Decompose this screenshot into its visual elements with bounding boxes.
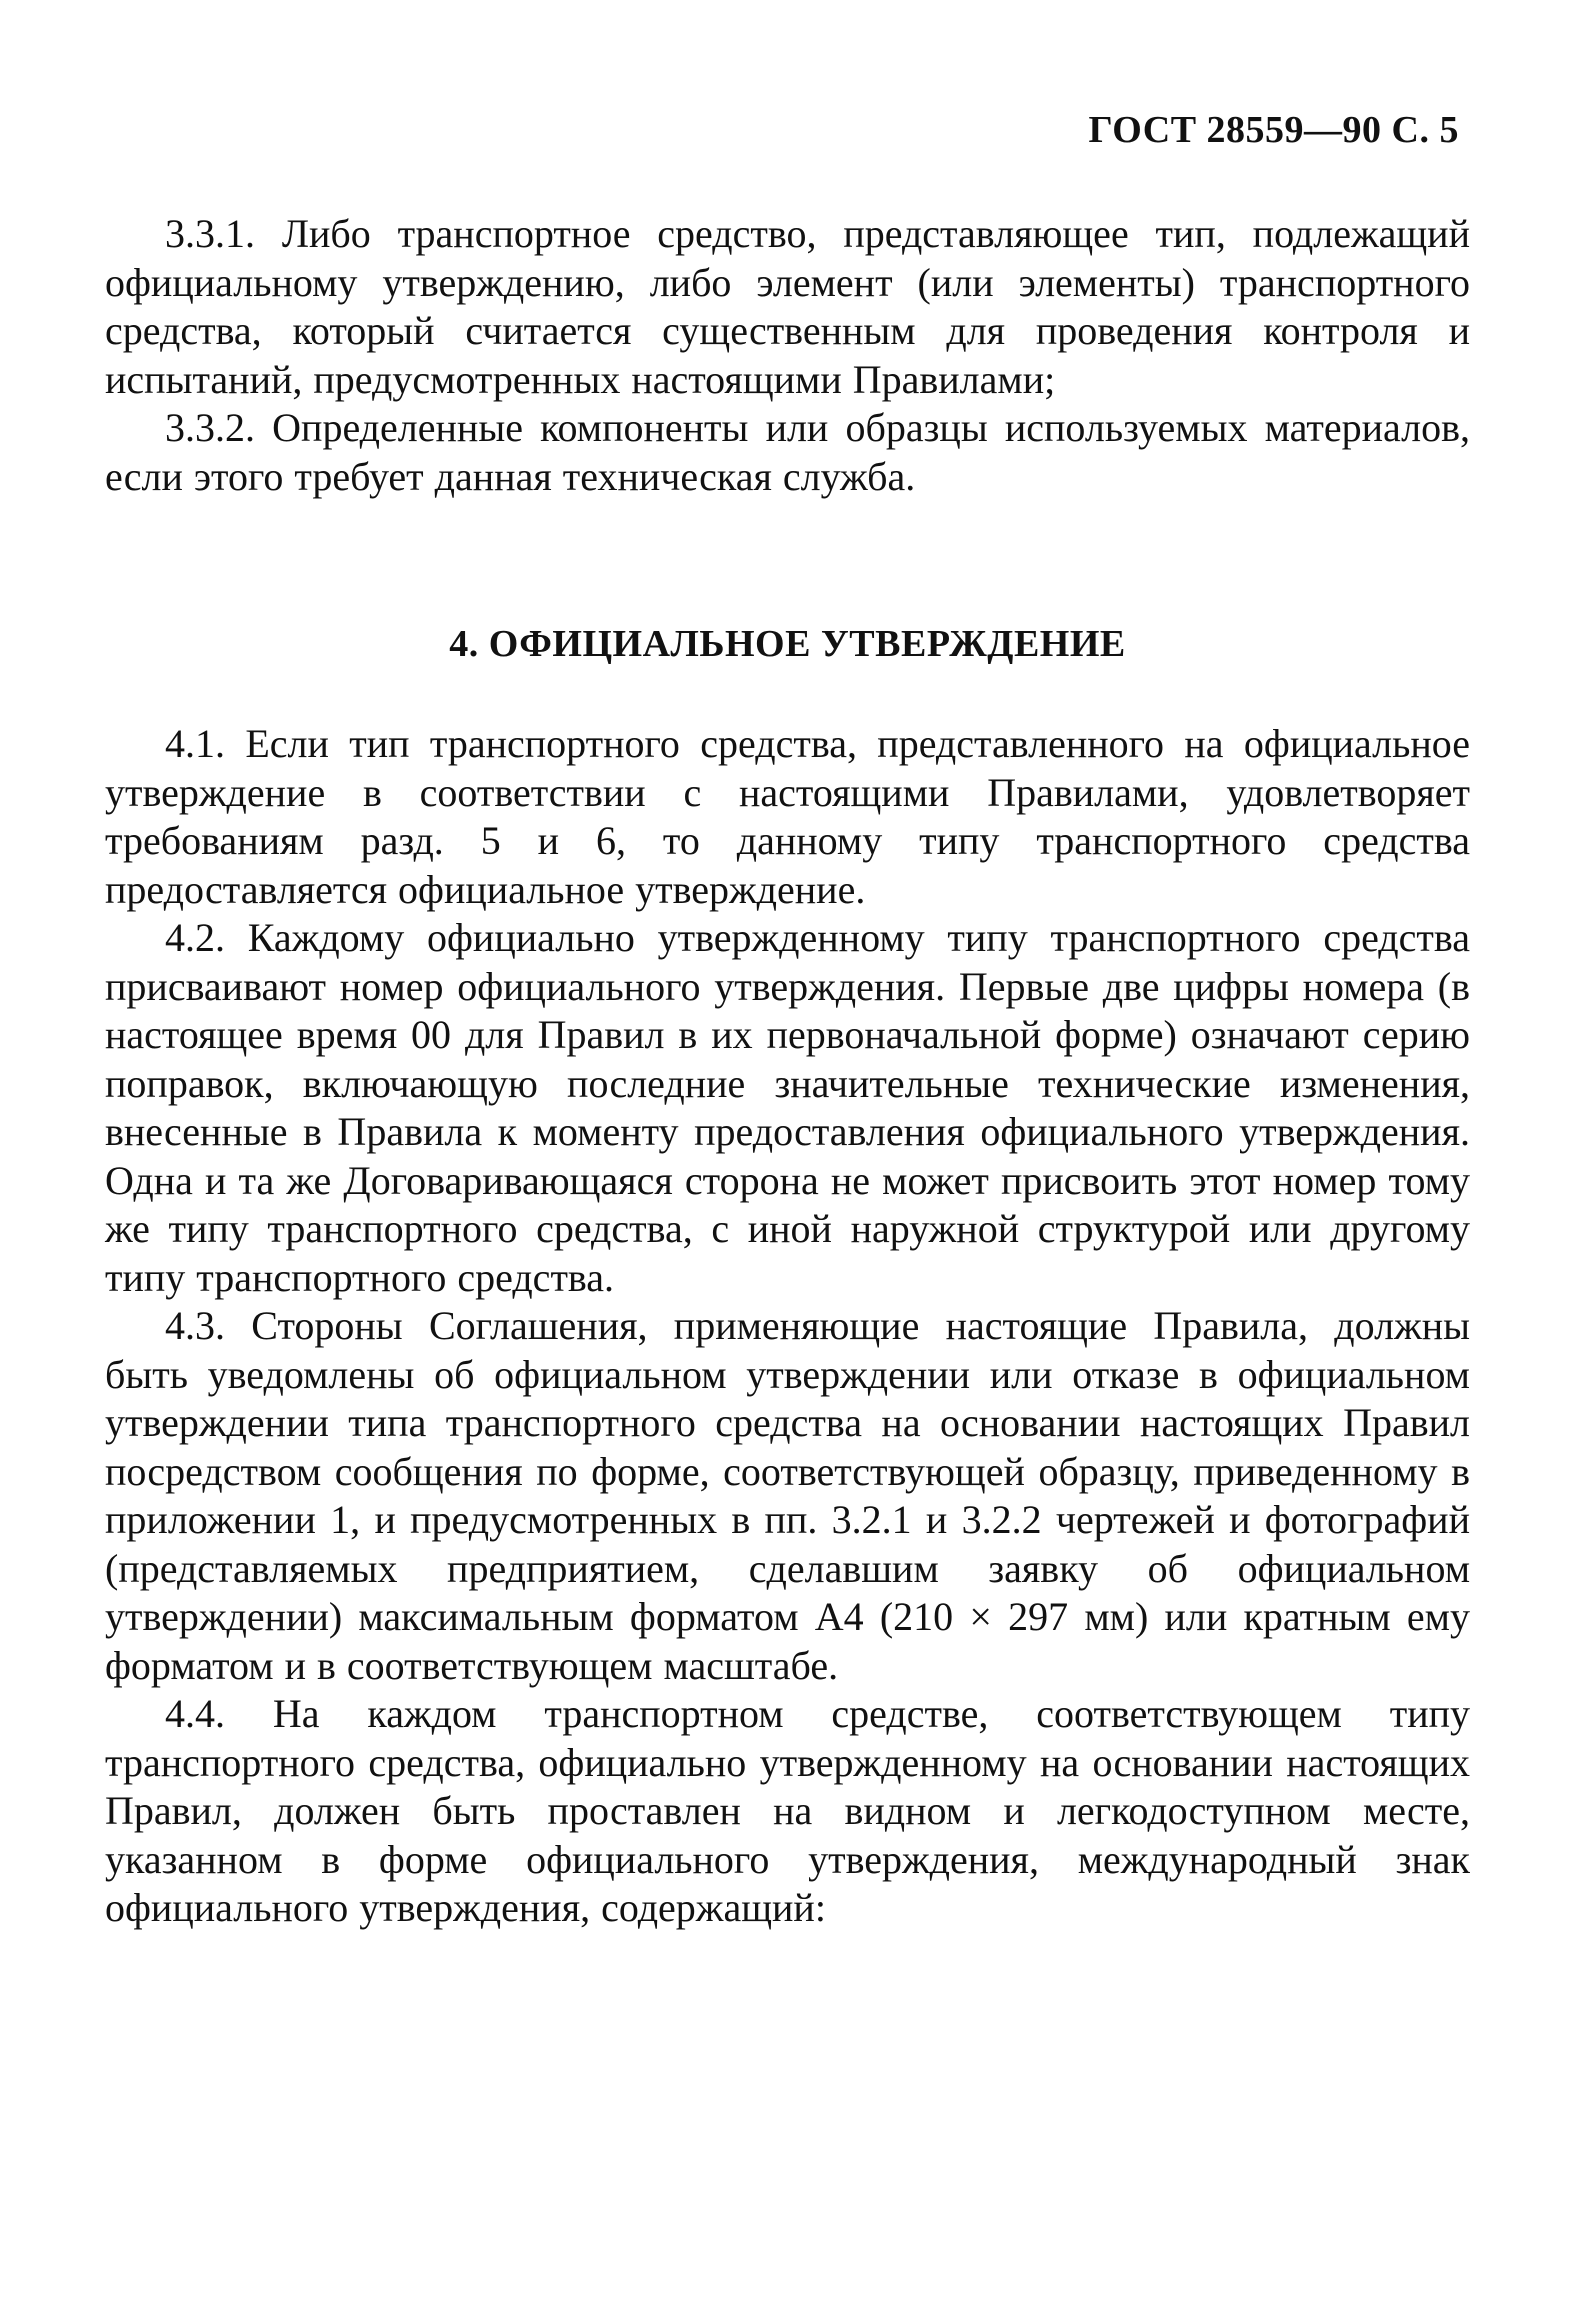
paragraph-4-1: 4.1. Если тип транспортного средства, представленного на официальное утверждение в соответствии с настоящими Правилами, удовлетворяет требованиям разд. 5 и 6, то данному типу транспортного средства предоставляется официальное утверждение. xyxy=(105,721,1470,912)
running-head: ГОСТ 28559—90 С. 5 xyxy=(1088,109,1459,151)
section-4-block xyxy=(105,720,1470,1933)
paragraph-4-4: 4.4. На каждом транспортном средстве, соответствующем типу транспортного средства, официально утвержденному на основании настоящих Правил, должен быть проставлен на видном и легкодоступном месте, указанном в форме официального утверждения, международный знак официального утверждения, содержащий: xyxy=(105,1691,1470,1930)
section-3-3-block xyxy=(105,210,1470,501)
paragraph-4-3: 4.3. Стороны Соглашения, применяющие настоящие Правила, должны быть уведомлены об официальном утверждении или отказе в официальном утверждении типа транспортного средства на основании настоящих Правил посредством сообщения по форме, соответствующей образцу, приведенному в приложении 1, и предусмотренных в пп. 3.2.1 и 3.2.2 чертежей и фотографий (представляемых предприятием, сделавшим заявку об официальном утверждении) максимальным форматом А4 (210 × 297 мм) или кратным ему форматом и в соответствующем масштабе. xyxy=(105,1303,1470,1688)
paragraph-3-3-1: 3.3.1. Либо транспортное средство, представляющее тип, подлежащий официальному утверждению, либо элемент (или элементы) транспортного средства, который считается существенным для проведения контроля и испытаний, предусмотренных настоящими Правилами; xyxy=(105,211,1470,402)
section-4-title: 4. ОФИЦИАЛЬНОЕ УТВЕРЖДЕНИЕ xyxy=(449,623,1126,665)
paragraph-3-3-2: 3.3.2. Определенные компоненты или образцы используемых материалов, если этого требует данная техническая служба. xyxy=(105,405,1470,499)
paragraph-4-2: 4.2. Каждому официально утвержденному типу транспортного средства присваивают номер официального утверждения. Первые две цифры номера (в настоящее время 00 для Правил в их первоначальной форме) означают серию поправок, включающую последние значительные технические изменения, внесенные в Правила к моменту предоставления официального утверждения. Одна и та же Договаривающаяся сторона не может присвоить этот номер тому же типу транспортного средства, с иной наружной структурой или другому типу транспортного средства. xyxy=(105,915,1470,1300)
